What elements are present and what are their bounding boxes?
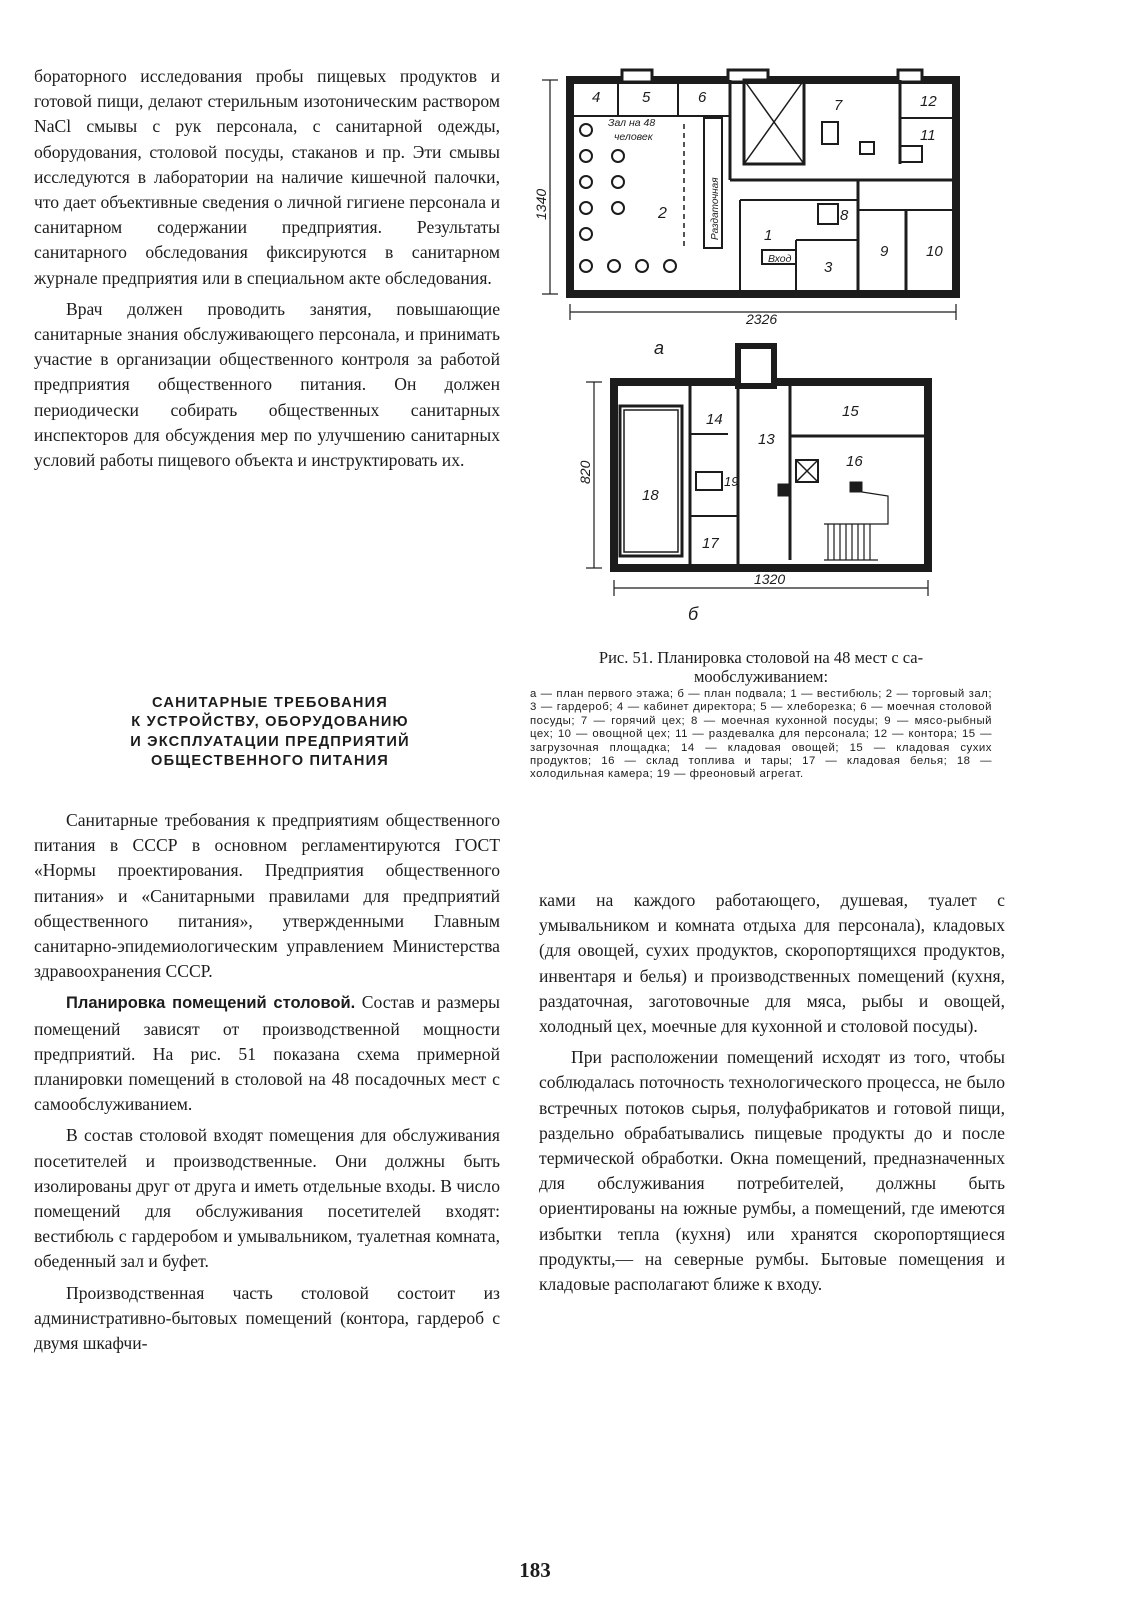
plan-letter: а xyxy=(654,338,665,358)
dimension-height: 1340 xyxy=(533,188,549,220)
figure-caption xyxy=(528,648,994,686)
plan-letter: б xyxy=(688,604,699,624)
heading-line: ОБЩЕСТВЕННОГО ПИТАНИЯ xyxy=(151,753,389,770)
room-number: 13 xyxy=(758,431,775,448)
room-number: 11 xyxy=(920,127,936,144)
paragraph: В состав столовой входят помещения для обслуживания посетителей и производственные. Они должны быть изолированы друг от друга и иметь отдельные входы. В число помещений для обслуживания посетителей входят: вестибюль с гардеробом и умывальником, туалетная комната, обеденный зал и буфет. xyxy=(34,1125,500,1272)
room-number: 14 xyxy=(706,411,723,428)
room-number: 18 xyxy=(642,487,659,504)
figure-legend: а — план первого этажа; б — план подвала; 1 — вестибюль; 2 — торговый зал; 3 — гардероб; 4 — кабинет директора; 5 — хлеборезка; 6 — моечная столовой посуды; 7 — горячий цех; 8 — моечная кухонной посуды; 9 — мясо-рыбный цех; 10 — овощной цех; 11 — раздевалка для персонала; 12 — контора; 15 — загрузочная площадка; 14 — кладовая овощей; 15 — кладовая сухих продуктов; 16 — склад топлива и тары; 17 — кладовая белья; 18 — холодильная камера; 19 — фреоновый агрегат. xyxy=(530,688,992,781)
heading-line: К УСТРОЙСТВУ, ОБОРУДОВАНИЮ xyxy=(131,714,409,731)
room-number: 5 xyxy=(642,89,651,106)
entrance-label: Вход xyxy=(768,253,792,265)
paragraph-lead: Планировка помещений столовой. xyxy=(66,994,356,1013)
room-number: 3 xyxy=(824,259,833,276)
room-number: 10 xyxy=(926,243,943,260)
paragraph: Врач должен проводить занятия, повышающие санитарные знания обслуживающего персонала, и принимать участие в организации общественного контроля за работой предприятия общественного питания. Он должен периодически собирать общественных санитарных инспекторов для обсуждения мер по улучшению санитарных условий работы пищевого объекта и инструктировать их. xyxy=(34,298,500,471)
room-number: 2 xyxy=(658,205,667,222)
left-column-top xyxy=(34,64,500,473)
hall-note: человек xyxy=(614,131,653,143)
caption-line: мообслуживанием: xyxy=(693,667,829,686)
page-number: 183 xyxy=(519,1558,551,1582)
dimension-width: 1320 xyxy=(754,571,786,587)
plan-a xyxy=(542,70,956,320)
paragraph xyxy=(34,990,500,1117)
room-number: 17 xyxy=(702,535,719,552)
dimension-width: 2326 xyxy=(746,311,778,327)
paragraph: Производственная часть столовой состоит из административно-бытовых помещений (контора, гардероб с двумя шкафчи- xyxy=(34,1282,500,1354)
section-heading xyxy=(60,694,480,772)
left-column-bottom xyxy=(34,808,500,1356)
room-number: 8 xyxy=(840,207,849,224)
room-number: 4 xyxy=(592,89,601,106)
room-number: 9 xyxy=(880,243,889,260)
room-number: 19 xyxy=(724,474,739,489)
figure-floor-plans xyxy=(528,60,998,650)
room-number: 15 xyxy=(842,403,859,420)
heading-line: САНИТАРНЫЕ ТРЕБОВАНИЯ xyxy=(152,695,388,711)
plan-b xyxy=(586,346,928,596)
paragraph-text: Состав и размеры помещений зависят от производственной мощности предприятий. На рис. 51 показана схема примерной планировки помещений в столовой на 48 посадочных мест с самообслуживанием. xyxy=(34,992,501,1115)
room-number: 16 xyxy=(846,453,863,470)
room-number: 12 xyxy=(920,93,937,110)
right-column-bottom xyxy=(539,888,1005,1297)
room-number: 7 xyxy=(834,97,843,114)
paragraph: Санитарные требования к предприятиям общественного питания в СССР в основном регламентируются ГОСТ «Нормы проектирования. Предприятия общественного питания» и «Санитарными правилами для предприятий общественного питания», утвержденными Главным санитарно-эпидемиологическим управлением Министерства здравоохранения СССР. xyxy=(34,810,500,982)
counter-label: Раздаточная xyxy=(710,177,721,240)
plan-a-labels xyxy=(533,89,943,358)
room-number: 1 xyxy=(764,227,773,244)
paragraph: При расположении помещений исходят из того, чтобы соблюдалась поточность технологического процесса, не было встречных потоков сырья, полуфабрикатов и готовой пищи, раздельно обрабатывались пищевые продукты до и после термической обработки. Окна помещений, предназначенных для обслуживания потребителей, должны быть ориентированы на южные румбы, а помещений, где имеются избытки тепла (кухня) или хранятся скоропортящиеся продукты,— на северные румбы. Бытовые помещения и кладовые располагают ближе к входу. xyxy=(539,1047,1005,1295)
caption-line: Рис. 51. Планировка столовой на 48 мест с са- xyxy=(598,648,924,667)
dimension-height: 820 xyxy=(577,460,593,484)
heading-line: И ЭКСПЛУАТАЦИИ ПРЕДПРИЯТИЙ xyxy=(130,733,410,750)
room-number: 6 xyxy=(698,89,707,106)
hall-note: Зал на 48 xyxy=(608,117,656,129)
paragraph: ками на каждого работающего, душевая, туалет с умывальником и комната отдыха для персонала), кладовых (для овощей, сухих продуктов, скоропортящихся продуктов, инвентаря и белья) и производственных помещений (кухня, раздаточная, заготовочные для мяса, рыбы и овощей, холодный цех, моечные для кухонной и столовой посуды). xyxy=(539,890,1005,1037)
paragraph: бораторного исследования пробы пищевых продуктов и готовой пищи, делают стерильным изотоническим раствором NaCl смывы с рук персонала, с санитарной одежды, оборудования, столовой посуды, стаканов и пр. Эти смывы исследуются в лаборатории на наличие кишечной палочки, что дает объективные сведения о личной гигиене персонала и санитарном содержании предприятия. Результаты санитарного обследования фиксируются в санитарном журнале предприятия или в специальном акте обследования. xyxy=(34,66,500,288)
